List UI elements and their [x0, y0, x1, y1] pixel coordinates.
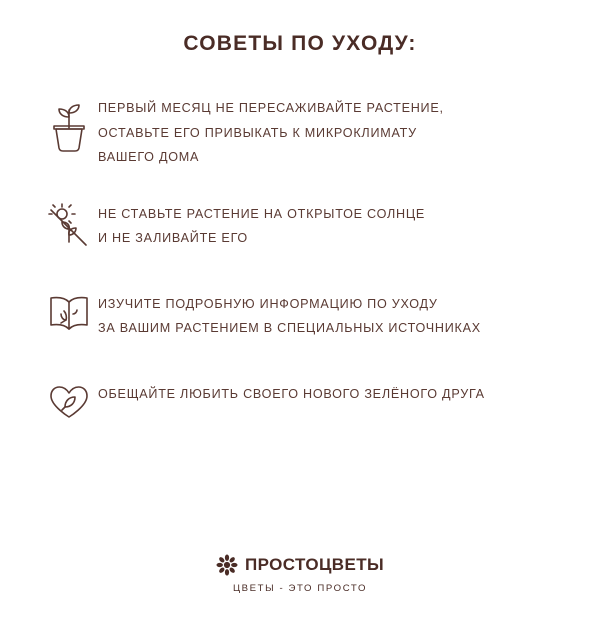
no-direct-sun-icon [40, 200, 98, 260]
list-item-text: ПЕРВЫЙ МЕСЯЦ НЕ ПЕРЕСАЖИВАЙТЕ РАСТЕНИЕ, ОСТАВЬТЕ ЕГО ПРИВЫКАТЬ К МИКРОКЛИМАТУ ВАШЕГО ДОМА [98, 101, 444, 165]
open-book-icon [40, 290, 98, 350]
list-item [40, 96, 564, 170]
page-title: СОВЕТЫ ПО УХОДУ: [183, 32, 417, 55]
footer [0, 554, 600, 594]
list-item [40, 380, 564, 440]
tips-list [0, 96, 600, 440]
potted-plant-icon [40, 96, 98, 156]
list-item [40, 200, 564, 260]
brand-tagline: ЦВЕТЫ - ЭТО ПРОСТО [232, 583, 368, 594]
list-item-text: НЕ СТАВЬТЕ РАСТЕНИЕ НА ОТКРЫТОЕ СОЛНЦЕ И НЕ ЗАЛИВАЙТЕ ЕГО [98, 206, 426, 246]
care-tips-card [0, 32, 600, 632]
list-item-text: ИЗУЧИТЕ ПОДРОБНУЮ ИНФОРМАЦИЮ ПО УХОДУ ЗА ВАШИМ РАСТЕНИЕМ В СПЕЦИАЛЬНЫХ ИСТОЧНИКАХ [98, 296, 481, 336]
brand-name: ПРОСТОЦВЕТЫ [244, 555, 385, 574]
heart-leaf-icon [40, 380, 98, 440]
brand-logo [0, 554, 600, 576]
flower-logo-icon [216, 554, 238, 576]
list-item-text: ОБЕЩАЙТЕ ЛЮБИТЬ СВОЕГО НОВОГО ЗЕЛЁНОГО ДРУГА [98, 386, 485, 401]
list-item [40, 290, 564, 350]
